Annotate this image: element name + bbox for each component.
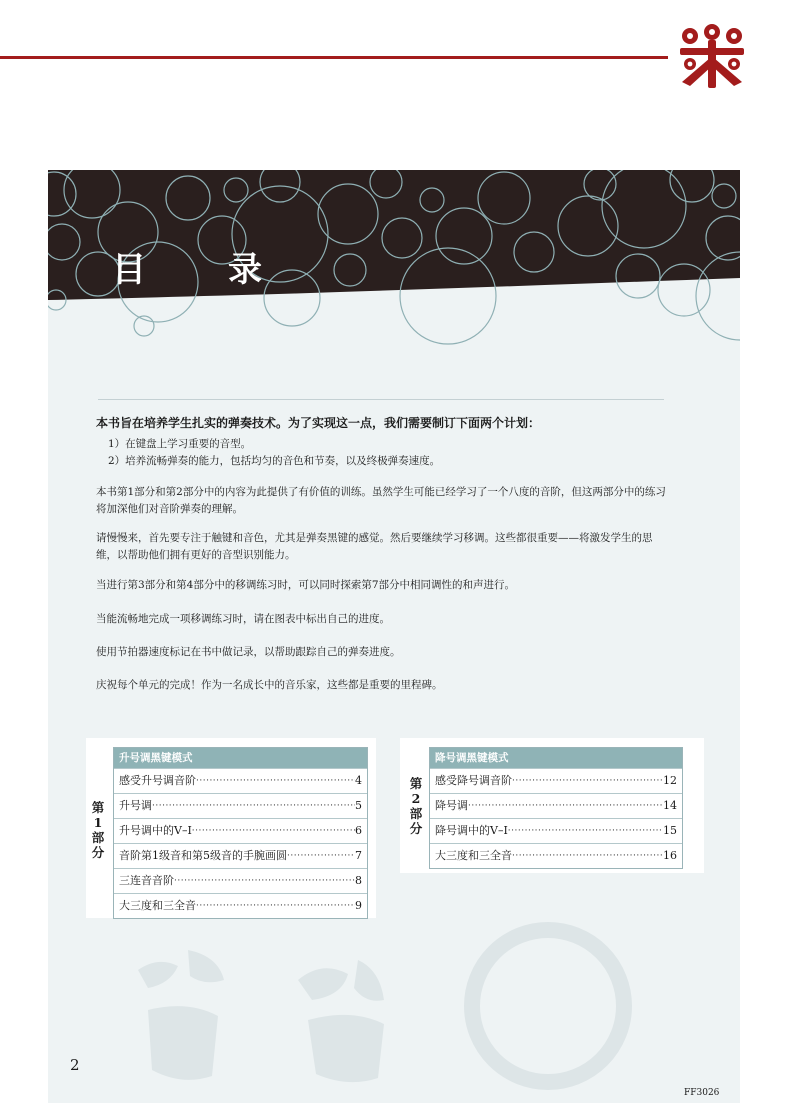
toc-entry[interactable]: [114, 793, 367, 818]
part-label-char: 2: [411, 791, 421, 806]
toc-entry-page: 9: [355, 899, 362, 912]
toc-entry[interactable]: [430, 843, 682, 868]
paragraph: 请慢慢来，首先要专注于触键和音色，尤其是弹奏黑键的感觉。然后要继续学习移调。这些都很重要——将激发学生的思维，以帮助他们拥有更好的音型识别能力。: [96, 532, 653, 561]
toc-entry-page: 14: [663, 799, 677, 812]
toc-entry-page: 7: [355, 849, 362, 862]
page-title: 目 录: [112, 250, 286, 290]
toc-entry-page: 5: [355, 799, 362, 812]
toc-entry[interactable]: [114, 818, 367, 843]
part-label-char: 1: [93, 815, 103, 830]
toc-entry[interactable]: [430, 768, 682, 793]
toc-entry-title: 降号调: [435, 799, 468, 812]
toc-entry[interactable]: [430, 793, 682, 818]
page-number: 2: [70, 1056, 80, 1074]
toc-entry-title: 降号调中的V–I: [435, 824, 508, 837]
toc-entry[interactable]: [114, 768, 367, 793]
toc-entry[interactable]: [430, 818, 682, 843]
paragraph: 本书第1部分和第2部分中的内容为此提供了有价值的训练。虽然学生可能已经学习了一个八度的音阶，但这两部分中的练习将加深他们对音阶弹奏的理解。: [96, 486, 666, 515]
catalog-code: FF3026: [684, 1088, 720, 1098]
part-label-char: 部: [91, 830, 105, 845]
paragraph: 当进行第3部分和第4部分中的移调练习时，可以同时探索第7部分中相同调性的和声进行。: [96, 579, 516, 591]
part-label-char: 第: [91, 800, 105, 815]
section-divider: [98, 399, 664, 400]
plan-item: 1）在键盘上学习重要的音型。: [108, 438, 252, 450]
plan-item: 2）培养流畅弹奏的能力，包括均匀的音色和节奏，以及终极弹奏速度。: [108, 455, 441, 467]
paragraph: 使用节拍器速度标记在书中做记录，以帮助跟踪自己的弹奏进度。: [96, 646, 401, 658]
paragraph: 当能流畅地完成一项移调练习时，请在图表中标出自己的进度。: [96, 613, 390, 625]
part-label-char: 部: [409, 806, 423, 821]
toc-entry-title: 三连音音阶: [119, 874, 174, 887]
part-1-label: [86, 800, 110, 860]
intro-lead: 本书旨在培养学生扎实的弹奏技术。为了实现这一点，我们需要制订下面两个计划：: [96, 416, 541, 430]
toc-table: [429, 747, 683, 869]
toc-entry-title: 感受升号调音阶: [119, 774, 196, 787]
toc-entry-page: 12: [663, 774, 677, 787]
part-label-char: 分: [91, 845, 105, 860]
content-panel: [48, 170, 740, 1103]
toc-entry-title: 升号调中的V–I: [119, 824, 192, 837]
intro-block: [96, 414, 672, 471]
toc-entry-title: 升号调: [119, 799, 152, 812]
toc-entry-title: 感受降号调音阶: [435, 774, 512, 787]
part-label-char: 第: [409, 776, 423, 791]
toc-entry-page: 16: [663, 849, 677, 862]
toc-entry-title: 大三度和三全音: [435, 849, 512, 862]
toc-part-1: [86, 738, 376, 918]
toc-entry-page: 6: [355, 824, 362, 837]
toc-entry[interactable]: [114, 893, 367, 918]
toc-entry-page: 15: [663, 824, 677, 837]
part-label-char: 分: [409, 821, 423, 836]
top-rule: [0, 56, 668, 59]
toc-heading: 降号调黑键模式: [430, 748, 682, 768]
paragraph: 庆祝每个单元的完成！作为一名成长中的音乐家，这些都是重要的里程碑。: [96, 679, 443, 691]
toc-entry-page: 8: [355, 874, 362, 887]
music-press-emblem-icon: [676, 22, 748, 90]
watermark-icon: [108, 910, 648, 1100]
toc-entry[interactable]: [114, 843, 367, 868]
toc-entry-title: 音阶第1级音和第5级音的手腕画圆: [119, 849, 287, 862]
toc-heading: 升号调黑键模式: [114, 748, 367, 768]
toc-table: [113, 747, 368, 919]
toc-entry-title: 大三度和三全音: [119, 899, 196, 912]
toc-part-2: [400, 738, 704, 873]
toc-entry-page: 4: [355, 774, 362, 787]
toc-entry[interactable]: [114, 868, 367, 893]
part-2-label: [404, 776, 428, 836]
